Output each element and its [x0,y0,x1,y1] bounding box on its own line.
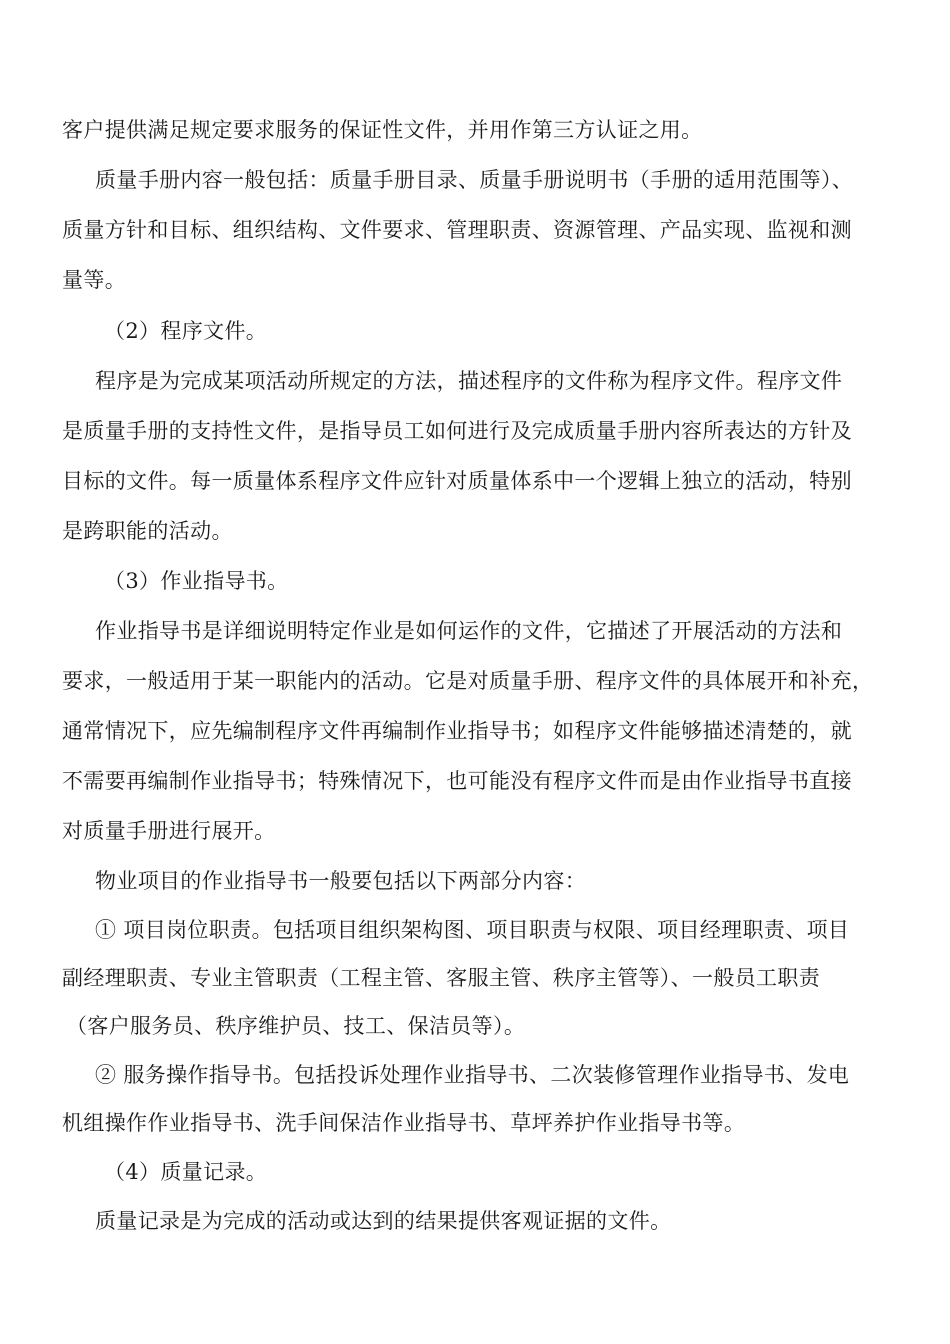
text-line: 要求，一般适用于某一职能内的活动。它是对质量手册、程序文件的具体展开和补充， [62,669,874,693]
text-line: 量等。 [62,268,127,292]
text-line: 质量记录是为完成的活动或达到的结果提供客观证据的文件。 [95,1209,672,1233]
section-heading: （2）程序文件。 [104,319,268,343]
text-line: 程序是为完成某项活动所规定的方法，描述程序的文件称为程序文件。程序文件 [95,369,843,393]
text-line: 通常情况下，应先编制程序文件再编制作业指导书；如程序文件能够描述清楚的，就 [62,719,852,743]
text-line: 是质量手册的支持性文件，是指导员工如何进行及完成质量手册内容所表达的方针及 [62,419,852,443]
text-line: 是跨职能的活动。 [62,519,233,543]
text-line: 副经理职责、专业主管职责（工程主管、客服主管、秩序主管等）、一般员工职责 [62,966,821,990]
text-line: 不需要再编制作业指导书；特殊情况下，也可能没有程序文件而是由作业指导书直接 [62,769,852,793]
list-item: ① 项目岗位职责。包括项目组织架构图、项目职责与权限、项目经理职责、项目 [95,918,850,942]
list-item: ② 服务操作指导书。包括投诉处理作业指导书、二次装修管理作业指导书、发电 [95,1063,850,1087]
text-line: 作业指导书是详细说明特定作业是如何运作的文件，它描述了开展活动的方法和 [95,619,843,643]
text-line: 对质量手册进行展开。 [62,819,276,843]
section-heading: （3）作业指导书。 [104,569,289,593]
text-line: （客户服务员、秩序维护员、技工、保洁员等）。 [66,1014,526,1038]
text-line: 质量方针和目标、组织结构、文件要求、管理职责、资源管理、产品实现、监视和测 [62,218,852,242]
section-heading: （4）质量记录。 [104,1160,268,1184]
text-line: 物业项目的作业指导书一般要包括以下两部分内容： [95,869,587,893]
text-line: 目标的文件。每一质量体系程序文件应针对质量体系中一个逻辑上独立的活动，特别 [62,469,852,493]
text-line: 质量手册内容一般包括：质量手册目录、质量手册说明书（手册的适用范围等）、 [95,168,854,192]
text-line: 机组操作作业指导书、洗手间保洁作业指导书、草坪养护作业指导书等。 [62,1111,746,1135]
text-line: 客户提供满足规定要求服务的保证性文件，并用作第三方认证之用。 [62,118,703,142]
